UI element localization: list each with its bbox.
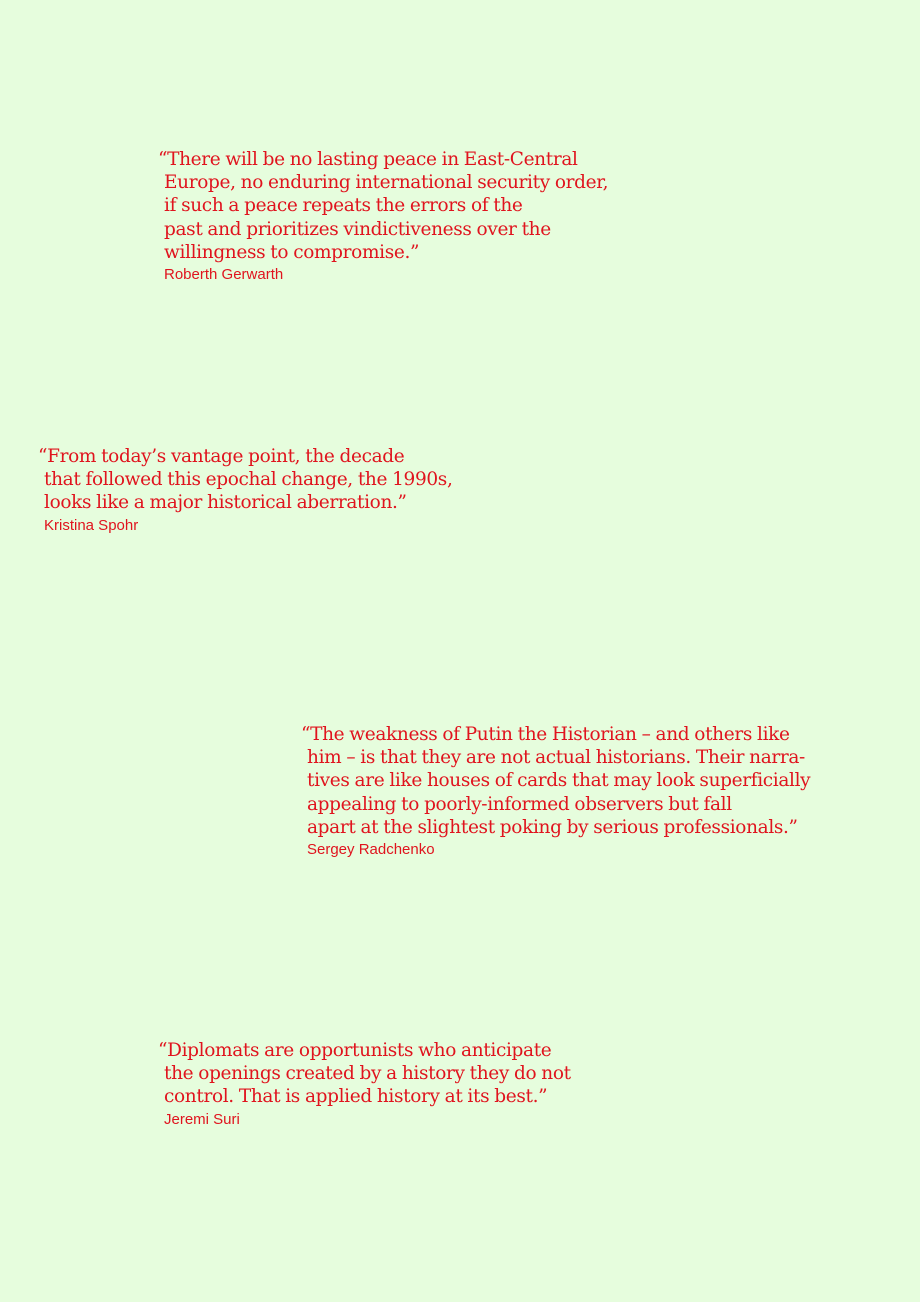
quote-author: Roberth Gerwarth [164, 266, 284, 284]
quote-gerwarth [158, 148, 608, 285]
quote-line: willingness to compromise.” [164, 241, 420, 263]
quote-line: control. That is applied history at its best.” [164, 1086, 548, 1108]
quote-line: past and prioritizes vindictiveness over the [164, 218, 551, 240]
quote-text [158, 1039, 571, 1109]
quote-line: “There will be no lasting peace in East-Central [158, 149, 578, 170]
quote-suri [158, 1039, 571, 1130]
quote-line: tives are like houses of cards that may look superficially [307, 770, 811, 792]
quote-line: “Diplomats are opportunists who anticipate [158, 1040, 552, 1061]
quote-line: that followed this epochal change, the 1990s, [44, 469, 453, 491]
quote-author: Sergey Radchenko [307, 841, 435, 859]
quote-line: if such a peace repeats the errors of the [164, 195, 523, 217]
quote-line: “From today’s vantage point, the decade [38, 446, 405, 467]
quote-spohr [38, 445, 453, 536]
quote-line: appealing to poorly-informed observers but fall [307, 793, 732, 815]
quote-author: Jeremi Suri [164, 1110, 240, 1128]
quote-line: looks like a major historical aberration.” [44, 492, 407, 514]
quote-line: him – is that they are not actual historians. Their narra- [307, 747, 805, 769]
quote-author: Kristina Spohr [44, 516, 139, 534]
quote-text [301, 723, 810, 839]
quote-line: the openings created by a history they do not [164, 1063, 571, 1085]
quote-line: Europe, no enduring international security order, [164, 172, 609, 194]
quote-line: “The weakness of Putin the Historian – and others like [301, 724, 790, 745]
quote-line: apart at the slightest poking by serious professionals.” [307, 816, 798, 838]
quote-text [38, 445, 453, 515]
quote-text [158, 148, 608, 264]
quote-radchenko [301, 723, 810, 860]
